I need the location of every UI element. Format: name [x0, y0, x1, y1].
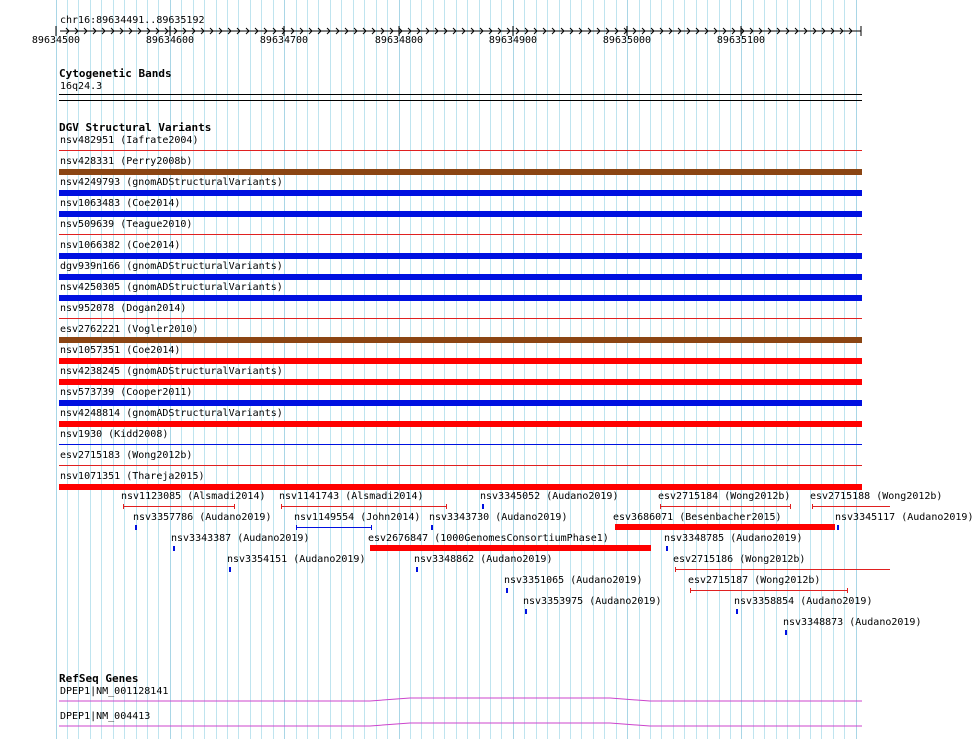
ruler-tick-label: 89634700 [259, 35, 309, 46]
cytoband-label: 16q24.3 [60, 81, 103, 92]
dgv-packed-label: nsv3343730 (Audano2019) [429, 512, 568, 523]
grid-line [547, 0, 548, 739]
refseq-gene-label[interactable]: DPEP1|NM_001128141 [60, 686, 169, 697]
dgv-packed-feature-cap [123, 504, 124, 509]
dgv-packed-feature[interactable] [615, 524, 835, 530]
dgv-packed-feature[interactable] [837, 525, 839, 530]
dgv-packed-feature[interactable] [660, 506, 790, 507]
grid-line [799, 0, 800, 739]
dgv-packed-feature[interactable] [506, 588, 508, 593]
ruler-location: chr16:89634491..89635192 [60, 15, 205, 26]
dgv-variant-feature[interactable] [59, 421, 862, 427]
dgv-packed-feature[interactable] [482, 504, 484, 509]
dgv-packed-label: nsv3343387 (Audano2019) [171, 533, 310, 544]
refseq-track-title[interactable]: RefSeq Genes [59, 672, 139, 685]
dgv-packed-label: esv2676847 (1000GenomesConsortiumPhase1) [368, 533, 609, 544]
grid-line [741, 0, 742, 739]
grid-line [559, 0, 560, 739]
grid-line [467, 0, 468, 739]
dgv-packed-label: nsv3345117 (Audano2019) [835, 512, 973, 523]
dgv-variant-feature[interactable] [59, 211, 862, 217]
dgv-packed-feature-cap [790, 504, 791, 509]
dgv-packed-feature[interactable] [229, 567, 231, 572]
grid-line [433, 0, 434, 739]
dgv-packed-feature[interactable] [416, 567, 418, 572]
dgv-variant-label: nsv1930 (Kidd2008) [60, 429, 169, 440]
dgv-packed-feature[interactable] [785, 630, 787, 635]
grid-line [764, 0, 765, 739]
dgv-packed-label: nsv1149554 (John2014) [294, 512, 421, 523]
dgv-variant-feature[interactable] [59, 318, 862, 319]
dgv-variant-label: nsv482951 (Iafrate2004) [60, 135, 199, 146]
dgv-variant-label: nsv1066382 (Coe2014) [60, 240, 181, 251]
refseq-gene-label[interactable]: DPEP1|NM_004413 [60, 711, 151, 722]
dgv-variant-label: nsv509639 (Teague2010) [60, 219, 193, 230]
grid-line [753, 0, 754, 739]
cytoband-band-bottom [59, 100, 862, 101]
grid-line [353, 0, 354, 739]
dgv-packed-feature[interactable] [173, 546, 175, 551]
ruler-tick-label: 89635000 [602, 35, 652, 46]
dgv-packed-label: esv3686071 (Besenbacher2015) [613, 512, 782, 523]
dgv-packed-feature[interactable] [736, 609, 738, 614]
grid-line [318, 0, 319, 739]
grid-line [776, 0, 777, 739]
dgv-packed-feature[interactable] [123, 506, 234, 507]
dgv-variant-label: dgv939n166 (gnomADStructuralVariants) [60, 261, 283, 272]
dgv-packed-feature-cap [446, 504, 447, 509]
grid-line [410, 0, 411, 739]
grid-line [821, 0, 822, 739]
dgv-packed-feature-cap [675, 567, 676, 572]
dgv-variant-label: nsv952078 (Dogan2014) [60, 303, 187, 314]
grid-line [684, 0, 685, 739]
dgv-packed-feature-cap [660, 504, 661, 509]
cytogenetic-bands-title[interactable]: Cytogenetic Bands [59, 67, 172, 80]
dgv-packed-feature-cap [281, 504, 282, 509]
dgv-packed-feature[interactable] [812, 506, 890, 507]
dgv-variant-label: esv2715183 (Wong2012b) [60, 450, 193, 461]
dgv-variant-feature[interactable] [59, 169, 862, 175]
grid-line [719, 0, 720, 739]
dgv-packed-feature[interactable] [675, 569, 890, 570]
dgv-packed-label: esv2715188 (Wong2012b) [810, 491, 943, 502]
dgv-packed-label: nsv3348785 (Audano2019) [664, 533, 803, 544]
dgv-packed-label: nsv3348873 (Audano2019) [783, 617, 922, 628]
dgv-packed-label: nsv3351065 (Audano2019) [504, 575, 643, 586]
dgv-variant-feature[interactable] [59, 234, 862, 235]
grid-line [604, 0, 605, 739]
grid-line [650, 0, 651, 739]
dgv-track-title[interactable]: DGV Structural Variants [59, 121, 212, 134]
dgv-variant-label: nsv4248814 (gnomADStructuralVariants) [60, 408, 283, 419]
dgv-packed-label: nsv3358854 (Audano2019) [734, 596, 873, 607]
dgv-packed-feature-cap [847, 588, 848, 593]
grid-line [296, 0, 297, 739]
grid-line [661, 0, 662, 739]
grid-line [696, 0, 697, 739]
dgv-packed-label: nsv1123085 (Alsmadi2014) [121, 491, 266, 502]
grid-line [56, 0, 57, 739]
dgv-variant-feature[interactable] [59, 400, 862, 406]
grid-line [787, 0, 788, 739]
grid-line [284, 0, 285, 739]
grid-line [330, 0, 331, 739]
dgv-packed-feature[interactable] [296, 527, 371, 528]
dgv-variant-label: nsv1063483 (Coe2014) [60, 198, 181, 209]
dgv-packed-feature-cap [371, 525, 372, 530]
coordinate-ruler [0, 0, 890, 60]
dgv-variant-feature[interactable] [59, 274, 862, 280]
grid-line [856, 0, 857, 739]
grid-line [536, 0, 537, 739]
dgv-variant-feature[interactable] [59, 444, 862, 445]
dgv-variant-label: nsv4250305 (gnomADStructuralVariants) [60, 282, 283, 293]
grid-line [513, 0, 514, 739]
dgv-variant-feature[interactable] [59, 337, 862, 343]
dgv-packed-feature-cap [234, 504, 235, 509]
cytoband-band-top[interactable] [59, 94, 862, 95]
ruler-tick-label: 89635100 [716, 35, 766, 46]
grid-line [399, 0, 400, 739]
grid-line [593, 0, 594, 739]
dgv-packed-feature-cap [812, 504, 813, 509]
grid-line [387, 0, 388, 739]
dgv-variant-label: nsv1057351 (Coe2014) [60, 345, 181, 356]
grid-line [581, 0, 582, 739]
grid-line [673, 0, 674, 739]
dgv-packed-feature[interactable] [135, 525, 137, 530]
ruler-tick-label: 89634800 [374, 35, 424, 46]
dgv-variant-feature[interactable] [59, 465, 862, 466]
dgv-packed-feature[interactable] [690, 590, 847, 591]
grid-line [341, 0, 342, 739]
dgv-packed-feature[interactable] [370, 545, 651, 551]
dgv-packed-feature[interactable] [431, 525, 433, 530]
grid-line [501, 0, 502, 739]
grid-line [639, 0, 640, 739]
dgv-packed-label: nsv3345052 (Audano2019) [480, 491, 619, 502]
grid-line [364, 0, 365, 739]
dgv-packed-feature[interactable] [525, 609, 527, 614]
grid-line [810, 0, 811, 739]
dgv-variant-label: nsv1071351 (Thareja2015) [60, 471, 205, 482]
dgv-variant-feature[interactable] [59, 253, 862, 259]
dgv-variant-label: nsv573739 (Cooper2011) [60, 387, 193, 398]
dgv-packed-feature[interactable] [281, 506, 446, 507]
dgv-packed-label: nsv3357786 (Audano2019) [133, 512, 272, 523]
ruler-tick-label: 89634900 [488, 35, 538, 46]
grid-line [307, 0, 308, 739]
grid-line [421, 0, 422, 739]
dgv-packed-label: esv2715187 (Wong2012b) [688, 575, 821, 586]
dgv-packed-label: esv2715184 (Wong2012b) [658, 491, 791, 502]
dgv-variant-feature[interactable] [59, 150, 862, 151]
dgv-packed-feature-cap [296, 525, 297, 530]
grid-line [479, 0, 480, 739]
grid-line [627, 0, 628, 739]
dgv-packed-feature[interactable] [666, 546, 668, 551]
grid-line [524, 0, 525, 739]
dgv-packed-feature-cap [690, 588, 691, 593]
grid-line [376, 0, 377, 739]
grid-line [616, 0, 617, 739]
dgv-packed-label: nsv3353975 (Audano2019) [523, 596, 662, 607]
ruler-tick-label: 89634500 [31, 35, 81, 46]
dgv-packed-label: nsv3354151 (Audano2019) [227, 554, 366, 565]
dgv-variant-feature[interactable] [59, 358, 862, 364]
dgv-variant-label: esv2762221 (Vogler2010) [60, 324, 199, 335]
grid-line [456, 0, 457, 739]
grid-line [730, 0, 731, 739]
ruler-tick-label: 89634600 [145, 35, 195, 46]
dgv-variant-feature[interactable] [59, 190, 862, 196]
dgv-packed-label: esv2715186 (Wong2012b) [673, 554, 806, 565]
grid-line [833, 0, 834, 739]
grid-line [490, 0, 491, 739]
grid-line [570, 0, 571, 739]
dgv-variant-label: nsv428331 (Perry2008b) [60, 156, 193, 167]
dgv-packed-label: nsv1141743 (Alsmadi2014) [279, 491, 424, 502]
dgv-variant-feature[interactable] [59, 379, 862, 385]
grid-line [444, 0, 445, 739]
dgv-variant-feature[interactable] [59, 295, 862, 301]
dgv-variant-label: nsv4249793 (gnomADStructuralVariants) [60, 177, 283, 188]
dgv-variant-feature[interactable] [59, 484, 862, 490]
grid-line [844, 0, 845, 739]
dgv-variant-label: nsv4238245 (gnomADStructuralVariants) [60, 366, 283, 377]
dgv-packed-label: nsv3348862 (Audano2019) [414, 554, 553, 565]
grid-line [707, 0, 708, 739]
